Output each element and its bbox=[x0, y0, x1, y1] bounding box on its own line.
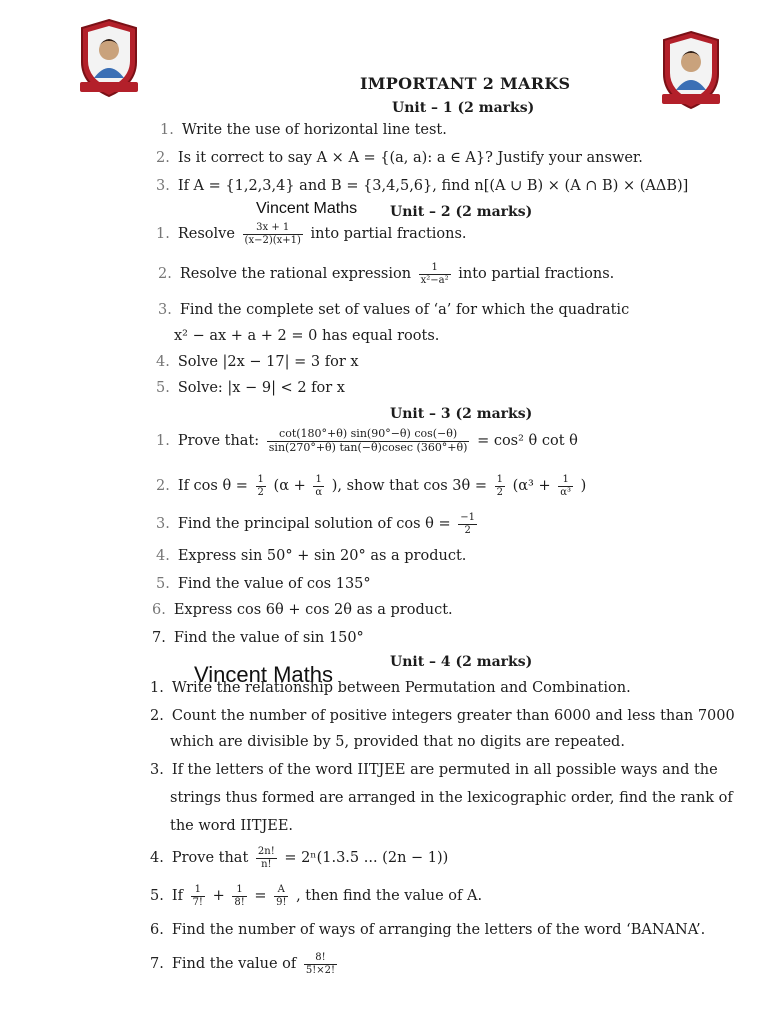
unit-3-question-7: 7. Find the value of sin 150° bbox=[152, 630, 364, 646]
fraction: $\frac{8!}{5!\times 2!}$ bbox=[305, 952, 335, 976]
unit-4-question-3: 3. If the letters of the word IITJEE are permuted in all possible ways and the bbox=[150, 762, 718, 778]
unit-2-question-2: 2. Resolve the rational expression $\frac{1}{\text{x²−a²}}$ into partial fractions. bbox=[158, 262, 615, 286]
fraction: $\frac{\cot(180^\circ+\theta) \sin(90^\circ-\theta) \cos(-\theta)}{\sin(270^\circ+\theta) \tan(-\theta)cosec (360^\circ+\theta)}$ bbox=[268, 427, 468, 454]
unit-1-heading: Unit – 1 (2 marks) bbox=[392, 100, 535, 116]
unit-4-question-3-cont: strings thus formed are arranged in the lexicographic order, find the rank of bbox=[170, 790, 733, 806]
fraction: $\frac{1}{\alpha}$ bbox=[315, 474, 323, 498]
unit-1-question-2: 2. Is it correct to say A × A = {(a, a): a ∈ A}? Justify your answer. bbox=[156, 150, 643, 166]
shield-logo-icon bbox=[660, 30, 722, 112]
unit-2-question-1: 1. Resolve $\frac{3x + 1}{(x-2)(x+1)}$ into partial fractions. bbox=[156, 222, 467, 246]
unit-4-question-1: 1. Write the relationship between Permutation and Combination. bbox=[150, 680, 631, 696]
fraction: $\frac{-1}{2}$ bbox=[460, 512, 475, 536]
unit-2-question-3-cont: x² − ax + a + 2 = 0 has equal roots. bbox=[174, 328, 440, 344]
watermark-vincent-maths: Vincent Maths bbox=[194, 662, 334, 687]
unit-2-question-4: 4. Solve |2x − 17| = 3 for x bbox=[156, 354, 359, 370]
vincent-maths-logo-left bbox=[78, 18, 140, 100]
unit-3-question-2: 2. If cos θ = $\frac{1}{2}$ (α + $\frac{1}{\alpha}$ ), show that cos 3θ = $\frac{1}{2}$ (α³ + $\frac{1}{\text{α³}}$ ) bbox=[156, 474, 587, 498]
unit-2-heading: Unit – 2 (2 marks) bbox=[390, 204, 533, 220]
vincent-maths-logo-right bbox=[660, 30, 722, 112]
unit-2-question-5: 5. Solve: |x − 9| < 2 for x bbox=[156, 380, 345, 396]
unit-3-question-4: 4. Express sin 50° + sin 20° as a product. bbox=[156, 548, 467, 564]
unit-4-heading: Unit – 4 (2 marks) bbox=[390, 654, 533, 670]
unit-3-question-3: 3. Find the principal solution of cos θ = $\frac{-1}{2}$ bbox=[156, 512, 475, 536]
unit-2-question-3: 3. Find the complete set of values of ‘a’ for which the quadratic bbox=[158, 302, 630, 318]
watermark-vincent-maths: Vincent Maths bbox=[256, 200, 358, 217]
unit-3-question-5: 5. Find the value of cos 135° bbox=[156, 576, 371, 592]
unit-4-question-3-cont2: the word IITJEE. bbox=[170, 818, 294, 834]
fraction: $\frac{1}{\text{α³}}$ bbox=[560, 474, 572, 498]
unit-4-question-2: 2. Count the number of positive integers greater than 6000 and less than 7000 bbox=[150, 708, 735, 724]
unit-4-question-6: 6. Find the number of ways of arranging the letters of the word ‘BANANA’. bbox=[150, 922, 706, 938]
fraction: $\frac{2n!}{n!}$ bbox=[257, 846, 275, 870]
unit-4-question-5: 5. If $\frac{1}{7!}$ + $\frac{1}{8!}$ = $\frac{A}{9!}$ , then find the value of A. bbox=[150, 884, 483, 908]
fraction: $\frac{1}{\text{x²−a²}}$ bbox=[420, 262, 449, 286]
fraction: $\frac{1}{7!}$ bbox=[192, 884, 203, 908]
unit-1-question-1: 1. Write the use of horizontal line test. bbox=[160, 122, 447, 138]
unit-1-question-3: 3. If A = {1,2,3,4} and B = {3,4,5,6}, find n[(A ∪ B) × (A ∩ B) × (AΔB)] bbox=[156, 178, 689, 194]
fraction: $\frac{1}{2}$ bbox=[496, 474, 503, 498]
shield-logo-icon bbox=[78, 18, 140, 100]
unit-3-question-6: 6. Express cos 6θ + cos 2θ as a product. bbox=[152, 602, 453, 618]
fraction: $\frac{A}{9!}$ bbox=[276, 884, 287, 908]
fraction: $\frac{3x + 1}{(x-2)(x+1)}$ bbox=[244, 222, 301, 246]
unit-3-heading: Unit – 3 (2 marks) bbox=[390, 406, 533, 422]
page-title: IMPORTANT 2 MARKS bbox=[360, 74, 571, 93]
fraction: $\frac{1}{8!}$ bbox=[234, 884, 245, 908]
unit-4-question-2-cont: which are divisible by 5, provided that no digits are repeated. bbox=[170, 734, 625, 750]
unit-4-question-7: 7. Find the value of $\frac{8!}{5!\times 2!}$ bbox=[150, 952, 335, 976]
fraction: $\frac{1}{2}$ bbox=[257, 474, 264, 498]
unit-3-question-1: 1. Prove that: $\frac{\cot(180^\circ+\theta) \sin(90^\circ-\theta) \cos(-\theta)}{\sin(270^\circ+\theta) \tan(-\theta)cosec (360^\circ+\theta)}$ = cos² θ cot θ bbox=[156, 427, 578, 454]
unit-4-question-4: 4. Prove that $\frac{2n!}{n!}$ = 2ⁿ(1.3.5 ... (2n − 1)) bbox=[150, 846, 449, 870]
